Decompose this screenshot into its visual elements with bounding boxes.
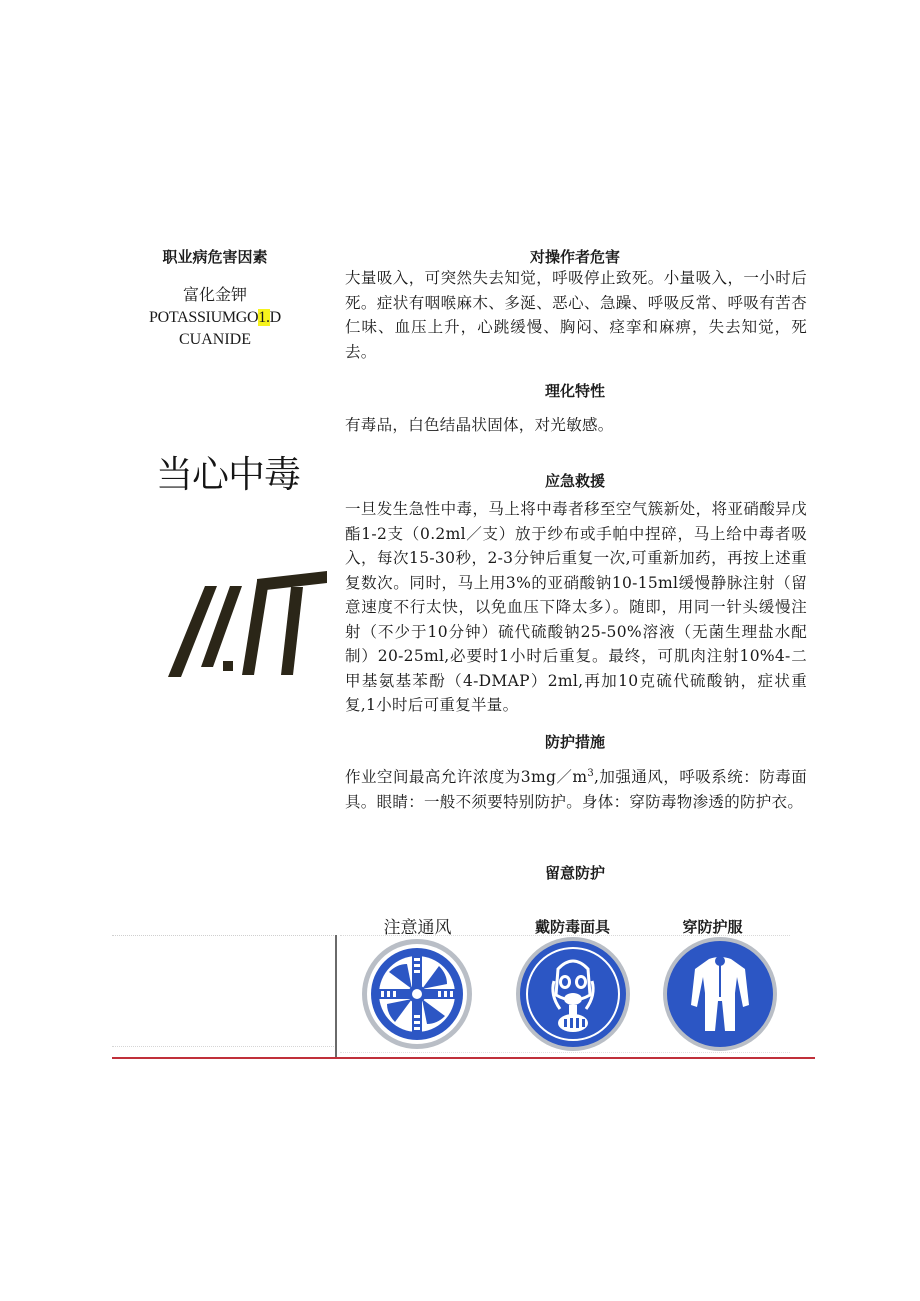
sign-label-ventilation: 注意通风 [383, 918, 452, 938]
table-bottom-rule [112, 1057, 815, 1059]
gas-mask-sign [514, 935, 632, 1053]
protection-section-body [345, 762, 807, 814]
rescue-section-body: 一旦发生急性中毒，马上将中毒者移至空气簇新处，将亚硝酸异戊酯1-2支（0.2ml／支）放于纱布或手帕中捏碎，马上给中毒者吸入，每次15-30秒，2-3分钟后重复一次,可重新加药，再按上述重复数次。同时，马上用3%的亚硝酸钠10-15ml缓慢静脉注射（留意速度不行太快，以免血压下降太多）。随即，用同一针头缓慢注射（不少于10分钟）硫代硫酸钠25-50%溶液（无菌生理盐水配制）20-25ml,必要时1小时后重复。最终，可肌肉注射10%4-二甲基氨基苯酚（4-DMAP）2ml,再加10克硫代硫酸钠，症状重复,1小时后可重复半量。 [345, 500, 807, 714]
warning-glyph-graphic [165, 567, 335, 682]
warning-glyph-icon [165, 567, 335, 682]
table-dotted-line-left [112, 935, 334, 936]
substance-name-en-part: POTASSIUMGO [149, 309, 259, 326]
highlighted-text: 1. [258, 309, 270, 326]
substance-name-en-part: D [269, 309, 281, 326]
table-column-divider [335, 935, 337, 1057]
substance-name-cn: 富化金钾 [182, 285, 247, 304]
protective-suit-icon [661, 935, 779, 1053]
properties-section-body: 有毒品，白色结晶状固体，对光敏感。 [345, 416, 614, 434]
table-dotted-line-left-bottom [112, 1046, 334, 1047]
protection-section-title: 防护措施 [544, 733, 605, 751]
notice-protection-title: 留意防护 [544, 864, 605, 882]
ventilation-sign [360, 937, 474, 1051]
sign-label-gas-mask: 戴防毒面具 [534, 918, 610, 936]
harm-section-title: 对操作者危害 [529, 248, 620, 266]
occupational-hazard-factor-heading: 职业病危害因素 [162, 248, 268, 266]
ventilation-fan-icon [360, 937, 474, 1051]
protection-body-text: 作业空间最高允许浓度为3mg／m [345, 768, 588, 787]
protective-suit-sign [661, 935, 779, 1053]
warning-poison-text: 当心中毒 [156, 453, 300, 496]
properties-section-title: 理化特性 [544, 382, 605, 400]
substance-name-en-line2: CUANIDE [179, 331, 251, 348]
substance-name-block [130, 282, 300, 349]
gas-mask-icon [514, 935, 632, 1053]
protection-body-text: ,加强通风，呼吸系统：防毒面具。眼睛：一般不须要特别防护。身体：穿防毒物渗透的防护衣。 [345, 768, 807, 811]
superscript: 3 [587, 768, 595, 779]
harm-section-body: 大量吸入，可突然失去知觉，呼吸停止致死。小量吸入，一小时后死。症状有咽喉麻木、多涎、恶心、急躁、呼吸反常、呼吸有苦杏仁味、血压上升，心跳缓慢、胸闷、痉挛和麻痹，失去知觉，死去。 [345, 269, 807, 361]
rescue-section-title: 应急救援 [544, 472, 605, 490]
sign-label-protective-suit: 穿防护服 [682, 918, 743, 936]
substance-name-en-line1 [130, 309, 300, 327]
